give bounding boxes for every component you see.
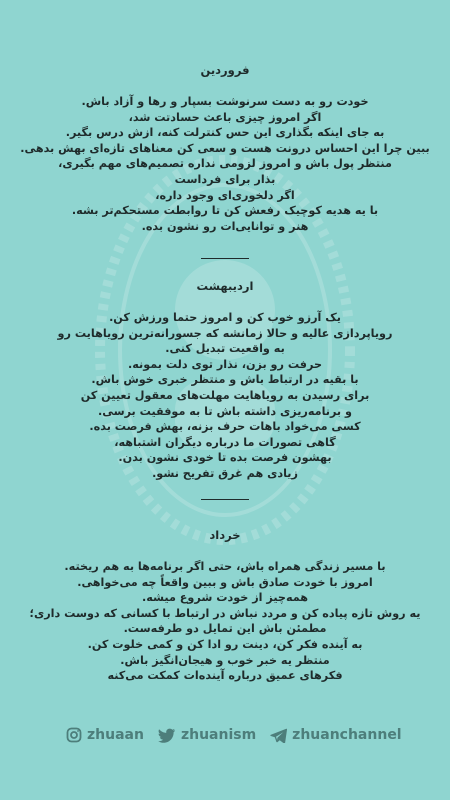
text-line: فکرهای عمیق درباره آینده‌ات کمکت می‌کنه xyxy=(107,669,343,683)
text-line: با مسیر زندگی همراه باش، حتی اگر برنامه‌ها به هم ریخته. xyxy=(64,560,386,573)
twitter-handle-text: zhuanism xyxy=(180,727,257,743)
text-line: با بقیه در ارتباط باش و منتظر خبری خوش باش. xyxy=(91,373,359,387)
twitter-icon xyxy=(158,728,176,743)
twitter-handle[interactable] xyxy=(158,727,256,743)
text-line: مطمئن باش این تمایل دو طرفه‌ست. xyxy=(123,622,327,636)
text-line: اگر دلخوری‌ای وجود داره، xyxy=(155,188,295,202)
text-line: رویاپردازی عالیه و حالا زمانشه که جسورانه‌ترین رویاهایت رو xyxy=(57,326,393,340)
text-line: امروز با خودت صادق باش و ببین واقعاً چه می‌خواهی. xyxy=(77,575,373,589)
text-line: زیادی هم غرق تفریح نشو. xyxy=(152,466,298,480)
text-line: یک آرزو خوب کن و امروز حتما ورزش کن. xyxy=(109,311,341,324)
text-line: برای رسیدن به رویاهایت مهلت‌های معقول تعیین کن xyxy=(80,388,370,402)
text-line: بذار برای فرداست xyxy=(174,172,276,186)
telegram-handle[interactable] xyxy=(270,727,401,743)
instagram-handle-text: zhuaan xyxy=(87,727,144,743)
text-line: هنر و توانایی‌ات رو نشون بده. xyxy=(141,219,309,233)
text-line: و برنامه‌ریزی داشته باش تا به موفقیت برسی. xyxy=(98,404,352,418)
section-title-farvardin: فروردین xyxy=(200,63,250,77)
text-line: اگر امروز چیزی باعث حسادتت شد، xyxy=(128,110,322,124)
section-lines-farvardin xyxy=(16,94,434,234)
text-line: به واقعیت تبدیل کنی. xyxy=(165,342,285,356)
text-line: همه‌چیز از خودت شروع میشه. xyxy=(141,591,308,605)
social-footer xyxy=(66,725,402,745)
text-line: ببین چرا این احساس درونت هست و سعی کن معناهای تازه‌ای بهش بدهی. xyxy=(20,141,430,155)
section-lines-ordibehesht xyxy=(16,310,434,482)
section-divider xyxy=(201,499,249,500)
instagram-handle[interactable] xyxy=(66,727,144,743)
section-ordibehesht xyxy=(16,278,434,482)
telegram-icon xyxy=(270,728,287,743)
section-farvardin xyxy=(16,62,434,234)
section-divider xyxy=(201,258,249,259)
text-line: با یه هدیه کوچیک رفعش کن تا روابطت مستحکم‌تر بشه. xyxy=(71,204,379,218)
telegram-handle-text: zhuanchannel xyxy=(292,727,402,743)
text-line: به جای اینکه بگذاری این حس کنترلت کنه، ازش درس بگیر. xyxy=(65,126,385,140)
text-line: بهشون فرصت بده تا خودی نشون بدن. xyxy=(118,451,332,465)
text-line: منتظر یه خبر خوب و هیجان‌انگیز باش. xyxy=(120,653,330,667)
text-line: منتظر پول باش و امروز لزومی نداره تصمیم‌های مهم بگیری، xyxy=(58,157,392,171)
text-line: گاهی تصورات ما درباره دیگران اشتباهه، xyxy=(114,435,336,449)
instagram-icon xyxy=(66,727,82,743)
text-line: حرفت رو بزن، نذار توی دلت بمونه. xyxy=(127,357,323,371)
text-line: کسی می‌خواد باهات حرف بزنه، بهش فرصت بده. xyxy=(89,420,361,434)
section-khordad xyxy=(16,527,434,684)
text-line: خودت رو به دست سرنوشت بسپار و رها و آزاد باش. xyxy=(81,95,369,108)
section-title-khordad: خرداد xyxy=(209,528,241,542)
text-line: یه روش تازه پیاده کن و مردد نباش در ارتباط با کسانی که دوست داری؛ xyxy=(29,606,421,620)
section-lines-khordad xyxy=(16,559,434,684)
section-title-ordibehesht: اردیبهشت xyxy=(196,279,254,293)
text-line: به آینده فکر کن، دینت رو ادا کن و کمی خلوت کن. xyxy=(87,637,363,651)
